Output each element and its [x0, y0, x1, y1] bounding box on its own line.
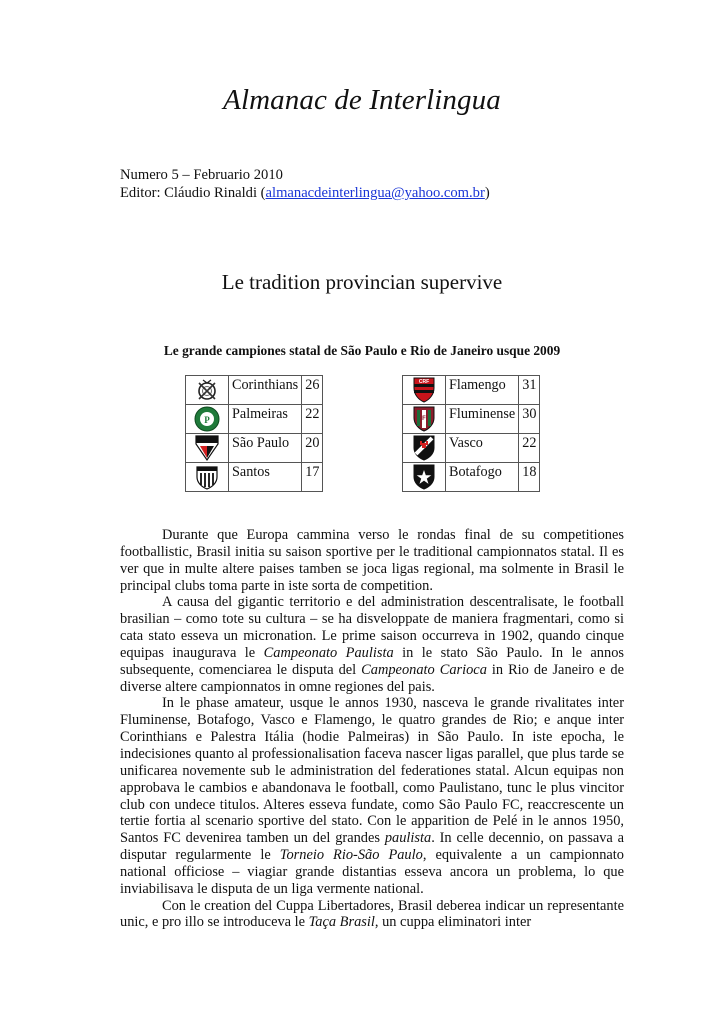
italic-term: paulista: [384, 830, 432, 847]
team-name: Fluminense: [446, 405, 519, 434]
italic-term: Taça Brasil: [308, 914, 375, 931]
editor-line: [120, 184, 490, 202]
title-count: 31: [519, 376, 540, 405]
issue-info: [120, 166, 490, 202]
text-run: In le phase amateur, usque le annos 1930, nasceva le grande rivalitates inter Fluminense, Botafogo, Vasco e Flamengo, le quatro grandes de Rio; e anque inter Corinthians e Palestra Itália (hodie Palmeiras) in São Paulo. In iste epocha, le indecisiones quanto al professionalisation faceva nascer ligas parallel, que plus tarde se unificarea novemente sub le administration del federationes statal. Alcun equipas non approbava le cambios e abandonava le football, como Paulistano, tunc le plus vincitor club con undece titulos. Alteres esseva fundate, como São Paulo FC, reaccrescente un tertie fortia al scenario sportive del stato. Con le apparition de Pelé in le annos 1950, Santos FC devenirea tamben un del grandes: [120, 695, 624, 847]
team-name: Vasco: [446, 434, 519, 463]
body-paragraph: [120, 594, 624, 695]
svg-text:P: P: [204, 415, 210, 425]
team-name: Botafogo: [446, 463, 519, 492]
italic-term: Campeonato Carioca: [361, 661, 487, 678]
italic-term: Campeonato Paulista: [263, 644, 394, 661]
vasco-crest-icon: [403, 434, 446, 463]
table-row: [186, 434, 323, 463]
fluminense-crest-icon: [403, 405, 446, 434]
table-row: [186, 463, 323, 492]
table-row: [403, 434, 540, 463]
sao-paulo-champions-table: [185, 375, 323, 492]
title-count: 26: [302, 376, 323, 405]
title-count: 30: [519, 405, 540, 434]
article-body: [120, 527, 624, 931]
text-run: A causa del gigantic territorio e del administration descentralisate, le football brasilian – como tote su cultura – se ha disveloppate de maniera fragmentari, como si cata stato esseva un micronation. Le prime saison occurreva in 1902, quando cinque equipas inaugurava le: [120, 594, 624, 661]
palmeiras-crest-icon: [186, 405, 229, 434]
italic-term: Torneio Rio-São Paulo: [279, 847, 423, 864]
issue-line: Numero 5 – Februario 2010: [120, 167, 283, 183]
table-row: [403, 405, 540, 434]
svg-text:CRF: CRF: [418, 379, 430, 385]
table-row: [403, 463, 540, 492]
text-run: , equivalente a un campionnato national officiose – viagiar grande distantias esseva ancora un problema, lo que inviabilisava le disputa de un liga vermente national.: [120, 847, 624, 897]
editor-email-link[interactable]: almanacdeinterlingua@yahoo.com.br: [265, 185, 485, 201]
team-name: São Paulo: [229, 434, 302, 463]
text-run: . In celle decennio, on passava a disputar regularmente le: [120, 830, 625, 864]
table-row: [186, 405, 323, 434]
title-count: 17: [302, 463, 323, 492]
text-run: in le stato São Paulo. In le annos subsequente, comenciarea le disputa del: [120, 644, 624, 678]
body-paragraph: [120, 695, 624, 897]
rio-champions-table: [402, 375, 540, 492]
body-paragraph: [120, 898, 624, 932]
botafogo-crest-icon: [403, 463, 446, 492]
editor-prefix: Editor: Cláudio Rinaldi (: [120, 185, 266, 201]
sao-paulo-crest-icon: [186, 434, 229, 463]
table-caption: Le grande campiones statal de São Paulo e Rio de Janeiro usque 2009: [163, 343, 561, 358]
team-name: Flamengo: [446, 376, 519, 405]
svg-text:F: F: [422, 416, 426, 422]
title-count: 22: [302, 405, 323, 434]
santos-crest-icon: [186, 463, 229, 492]
corinthians-crest-icon: [186, 376, 229, 405]
text-run: Durante que Europa cammina verso le rondas final de su competitiones footballistic, Brasil initia su saison sportive per le traditional campionnatos statal. Il es ver que in multe altere paises tamben se joca ligas regional, ma solmente in Brasil le principal clubs toma parte in iste sorta de competition.: [120, 527, 624, 594]
text-run: in Rio de Janeiro e de diverse altere campionnatos in omne regiones del pais.: [120, 661, 624, 695]
title-count: 22: [519, 434, 540, 463]
body-paragraph: [120, 527, 624, 594]
table-row: [186, 376, 323, 405]
text-run: , un cuppa eliminatori inter: [374, 914, 532, 931]
title-count: 20: [302, 434, 323, 463]
team-name: Corinthians: [229, 376, 302, 405]
editor-suffix: ): [484, 185, 490, 201]
table-row: [403, 376, 540, 405]
flamengo-crest-icon: [403, 376, 446, 405]
publication-title: Almanac de Interlingua: [223, 84, 501, 116]
team-name: Palmeiras: [229, 405, 302, 434]
title-count: 18: [519, 463, 540, 492]
article-headline: Le tradition provincian supervive: [221, 270, 503, 294]
text-run: Con le creation del Cuppa Libertadores, Brasil deberea indicar un representante unic, e pro illo se introduceva le: [120, 897, 624, 931]
team-name: Santos: [229, 463, 302, 492]
